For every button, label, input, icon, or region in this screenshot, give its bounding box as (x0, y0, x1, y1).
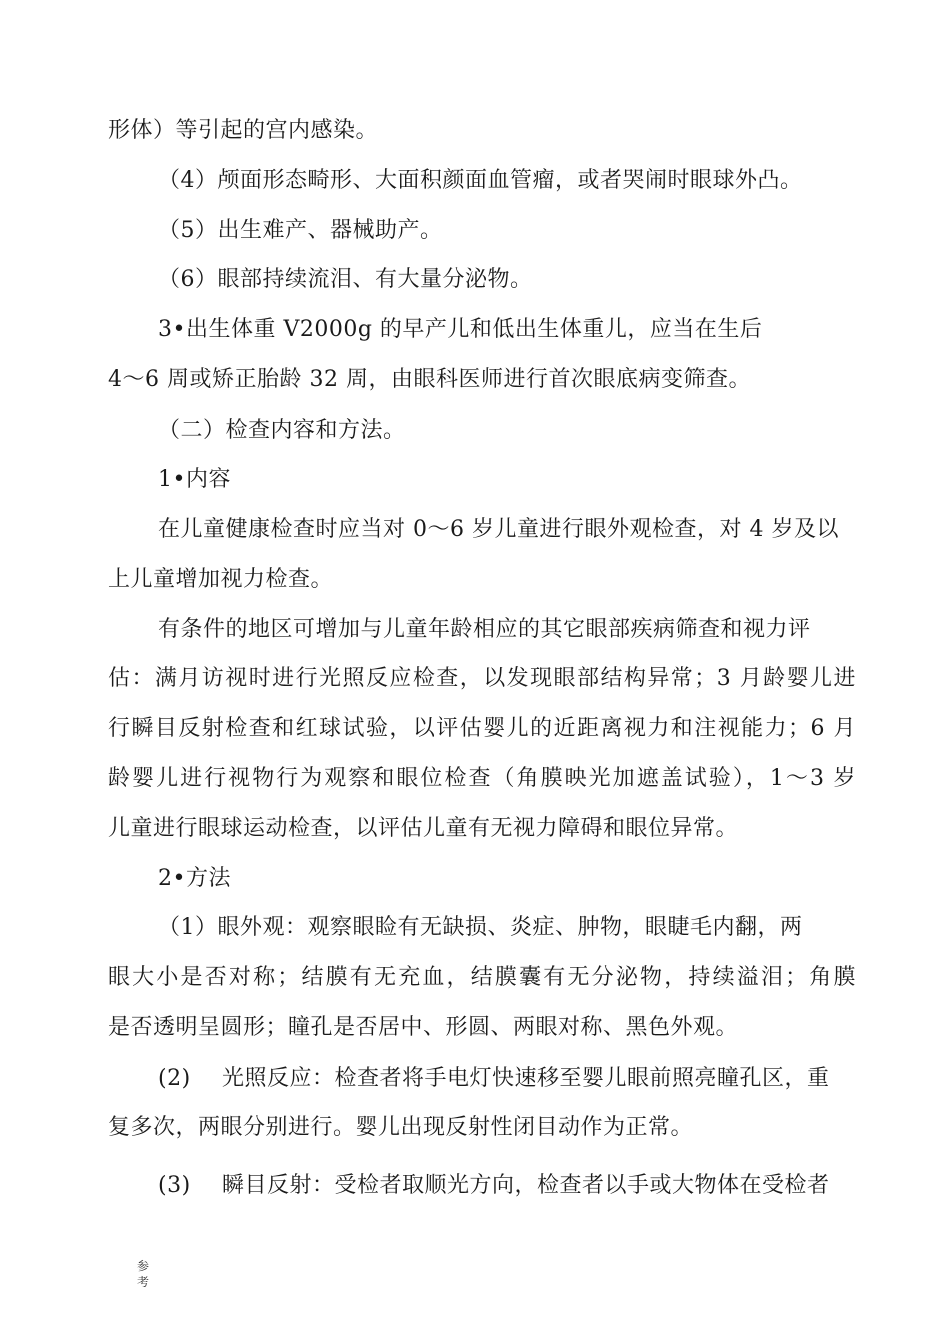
item-text: 瞬目反射：受检者取顺光方向，检查者以手或大物体在受检者 (222, 1173, 830, 1198)
text-line-2: （4）颅面形态畸形、大面积颜面血管瘤，或者哭闹时眼球外凸。 (158, 168, 803, 193)
text-line-1: 形体）等引起的宫内感染。 (108, 118, 379, 143)
item-text: 光照反应：检查者将手电灯快速移至婴儿眼前照亮瞳孔区，重 (222, 1066, 830, 1091)
text-line-13: 行瞬目反射检查和红球试验，以评估婴儿的近距离视力和注视能力；6 月 (108, 716, 856, 741)
item-number: (2) (158, 1066, 191, 1091)
numbered-item-2 (158, 1064, 856, 1094)
text-line-5: 3•出生体重 V2000g 的早产儿和低出生体重儿，应当在生后 (158, 317, 763, 342)
text-line-7: （二）检查内容和方法。 (158, 418, 406, 443)
text-line-17: （1）眼外观：观察眼睑有无缺损、炎症、肿物，眼睫毛内翻，两 (158, 915, 803, 940)
text-line-9: 在儿童健康检查时应当对 0〜6 岁儿童进行眼外观检查，对 4 岁及以 (158, 517, 839, 542)
item-number: (3) (158, 1173, 191, 1198)
text-line-12: 估：满月访视时进行光照反应检查，以发现眼部结构异常；3 月龄婴儿进 (108, 666, 856, 691)
text-line-11: 有条件的地区可增加与儿童年龄相应的其它眼部疾病筛查和视力评 (158, 617, 811, 642)
text-line-10: 上儿童增加视力检查。 (108, 567, 334, 592)
text-line-19: 是否透明呈圆形；瞳孔是否居中、形圆、两眼对称、黑色外观。 (108, 1015, 739, 1040)
text-line-21: 复多次，两眼分别进行。婴儿出现反射性闭目动作为正常。 (108, 1115, 694, 1140)
text-line-14: 龄婴儿进行视物行为观察和眼位检查（角膜映光加遮盖试验），1〜3 岁 (108, 766, 856, 791)
footer-note: 参考 (137, 1259, 150, 1289)
text-line-4: （6）眼部持续流泪、有大量分泌物。 (158, 267, 533, 292)
text-line-8: 1•内容 (158, 467, 231, 492)
text-line-18: 眼大小是否对称；结膜有无充血，结膜囊有无分泌物，持续溢泪；角膜 (108, 965, 856, 990)
text-line-6: 4〜6 周或矫正胎龄 32 周，由眼科医师进行首次眼底病变筛查。 (108, 367, 751, 392)
text-line-16: 2•方法 (158, 866, 231, 891)
text-line-3: （5）出生难产、器械助产。 (158, 218, 443, 243)
text-line-15: 儿童进行眼球运动检查，以评估儿童有无视力障碍和眼位异常。 (108, 816, 739, 841)
numbered-item-3 (158, 1171, 856, 1201)
